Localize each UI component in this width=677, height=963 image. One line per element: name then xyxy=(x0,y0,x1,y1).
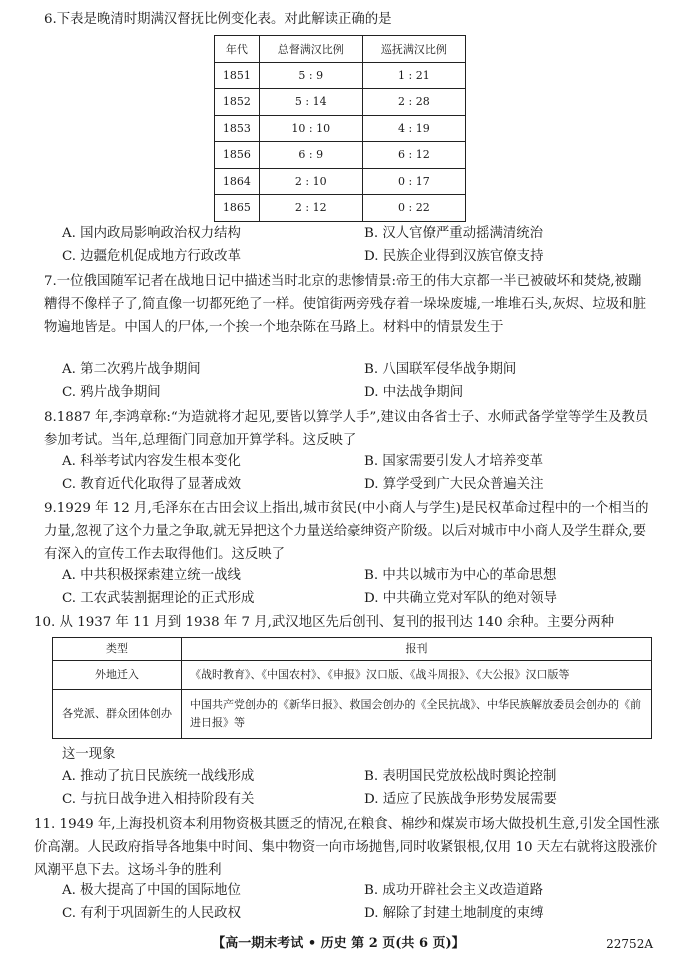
table-cell: 2 : 10 xyxy=(259,168,362,195)
question-10-tail: 这一现象 xyxy=(62,747,116,762)
table-row xyxy=(215,142,466,169)
q10-option-c[interactable]: C. 与抗日战争进入相持阶段有关 xyxy=(62,792,255,807)
q6-option-c[interactable]: C. 边疆危机促成地方行政改革 xyxy=(62,249,241,264)
q11-option-a[interactable]: A. 极大提高了中国的国际地位 xyxy=(62,883,241,898)
table-header: 报刊 xyxy=(182,638,652,661)
table-header: 总督满汉比例 xyxy=(259,36,362,63)
table-header-row xyxy=(215,36,466,63)
table-header: 年代 xyxy=(215,36,260,63)
table-cell: 1864 xyxy=(215,168,260,195)
table-cell: 0 : 22 xyxy=(362,195,465,222)
q7-option-b[interactable]: B. 八国联军侵华战争期间 xyxy=(364,362,517,377)
q8-option-d[interactable]: D. 算学受到广大民众普遍关注 xyxy=(364,477,544,492)
table-cell: 1853 xyxy=(215,115,260,142)
q11-options-row-1 xyxy=(62,880,652,902)
table-cell: 《战时教育》、《中国农村》、《申报》汉口版、《战斗周报》、《大公报》汉口版等 xyxy=(182,661,652,690)
footer-page-info: 【高一期末考试 • 历史 第 2 页(共 6 页)】 xyxy=(212,936,465,951)
table-cell: 10 : 10 xyxy=(259,115,362,142)
question-10-stem: 10. 从 1937 年 11 月到 1938 年 7 月,武汉地区先后创刊、复刊的报刊达 140 余种。主要分两种 xyxy=(34,615,614,630)
table-cell: 外地迁入 xyxy=(53,661,182,690)
table-row xyxy=(215,195,466,222)
table-row xyxy=(215,168,466,195)
table-cell: 5 : 14 xyxy=(259,89,362,116)
q7-options-row-1 xyxy=(62,359,652,381)
table-cell: 中国共产党创办的《新华日报》、救国会创办的《全民抗战》、中华民族解放委员会创办的《前进日报》等 xyxy=(182,690,652,739)
table-cell: 6 : 9 xyxy=(259,142,362,169)
table-row xyxy=(53,661,652,690)
table-header-row xyxy=(53,638,652,661)
table-cell: 1851 xyxy=(215,62,260,89)
q10-option-d[interactable]: D. 适应了民族战争形势发展需要 xyxy=(364,792,557,807)
q10-option-a[interactable]: A. 推动了抗日民族统一战线形成 xyxy=(62,769,255,784)
page-footer xyxy=(0,934,677,954)
q7-option-c[interactable]: C. 鸦片战争期间 xyxy=(62,385,161,400)
q6-ratio-table xyxy=(214,35,466,222)
q10-newspaper-table xyxy=(52,637,652,739)
table-header: 巡抚满汉比例 xyxy=(362,36,465,63)
q7-option-d[interactable]: D. 中法战争期间 xyxy=(364,385,464,400)
q8-options-row-1 xyxy=(62,451,652,473)
table-cell: 各党派、群众团体创办 xyxy=(53,690,182,739)
table-cell: 2 : 12 xyxy=(259,195,362,222)
table-cell: 0 : 17 xyxy=(362,168,465,195)
q8-options-row-2 xyxy=(62,474,652,496)
question-8-stem: 8.1887 年,李鸿章称:“为造就将才起见,要皆以算学人手”,建议由各省士子、水师武备学堂等学生及教员参加考试。当年,总理衙门同意加开算学科。这反映了 xyxy=(44,410,649,448)
q8-option-c[interactable]: C. 教育近代化取得了显著成效 xyxy=(62,477,241,492)
q9-option-c[interactable]: C. 工农武装割据理论的正式形成 xyxy=(62,591,255,606)
table-cell: 2 : 28 xyxy=(362,89,465,116)
table-cell: 6 : 12 xyxy=(362,142,465,169)
q11-options-row-2 xyxy=(62,903,652,925)
q9-options-row-1 xyxy=(62,565,652,587)
table-cell: 4 : 19 xyxy=(362,115,465,142)
q11-option-d[interactable]: D. 解除了封建土地制度的束缚 xyxy=(364,906,544,921)
table-cell: 1856 xyxy=(215,142,260,169)
q10-options-row-2 xyxy=(62,789,652,811)
table-row xyxy=(215,89,466,116)
question-11-stem: 11. 1949 年,上海投机资本利用物资极其匮乏的情况,在粮食、棉纱和煤炭市场大做投机生意,引发全国性涨价高潮。人民政府指导各地集中时间、集中物资一向市场抛售,同时收紧银根,仅用 10 天左右就将这股涨价风潮平息下去。这场斗争的胜利 xyxy=(34,817,660,878)
table-row xyxy=(215,115,466,142)
q6-option-a[interactable]: A. 国内政局影响政治权力结构 xyxy=(62,226,241,241)
q6-option-d[interactable]: D. 民族企业得到汉族官僚支持 xyxy=(364,249,544,264)
q7-option-a[interactable]: A. 第二次鸦片战争期间 xyxy=(62,362,201,377)
q11-option-c[interactable]: C. 有利于巩固新生的人民政权 xyxy=(62,906,241,921)
q11-option-b[interactable]: B. 成功开辟社会主义改造道路 xyxy=(364,883,544,898)
table-cell: 1852 xyxy=(215,89,260,116)
q6-options-row-1 xyxy=(62,223,652,245)
q9-option-a[interactable]: A. 中共积极探索建立统一战线 xyxy=(62,568,241,583)
question-7-stem: 7.一位俄国随军记者在战地日记中描述当时北京的悲惨情景:帝王的伟大京都一半已被破坏和焚烧,被蹦糟得不像样子了,简直像一切都死绝了一样。使馆街两旁残存着一垛垛废墟,一堆堆石头,灰烬、垃圾和脏物遍地皆是。中国人的尸体,一个挨一个地杂陈在马路上。材料中的情景发生于 xyxy=(44,274,646,335)
q9-option-d[interactable]: D. 中共确立党对军队的绝对领导 xyxy=(364,591,557,606)
q8-option-a[interactable]: A. 科举考试内容发生根本变化 xyxy=(62,454,241,469)
table-row xyxy=(215,62,466,89)
table-header: 类型 xyxy=(53,638,182,661)
q10-option-b[interactable]: B. 表明国民党放松战时舆论控制 xyxy=(364,769,557,784)
q9-options-row-2 xyxy=(62,588,652,610)
table-row xyxy=(53,690,652,739)
table-cell: 1865 xyxy=(215,195,260,222)
table-cell: 1 : 21 xyxy=(362,62,465,89)
q7-options-row-2 xyxy=(62,382,652,404)
q6-option-b[interactable]: B. 汉人官僚严重动摇满清统治 xyxy=(364,226,544,241)
q9-option-b[interactable]: B. 中共以城市为中心的革命思想 xyxy=(364,568,557,583)
footer-exam-code: 22752A xyxy=(606,937,653,951)
q10-options-row-1 xyxy=(62,766,652,788)
question-6-stem: 6.下表是晚清时期满汉督抚比例变化表。对此解读正确的是 xyxy=(44,12,392,27)
q6-options-row-2 xyxy=(62,246,652,268)
q8-option-b[interactable]: B. 国家需要引发人才培养变革 xyxy=(364,454,544,469)
question-9-stem: 9.1929 年 12 月,毛泽东在古田会议上指出,城市贫民(中小商人与学生)是民权革命过程中的一个相当的力量,忽视了这个力量之争取,就无异把这个力量送给豪绅资产阶级。以后对城市中小商人及学生群众,要有深入的宣传工作去取得他们。这反映了 xyxy=(44,501,649,562)
table-cell: 5 : 9 xyxy=(259,62,362,89)
